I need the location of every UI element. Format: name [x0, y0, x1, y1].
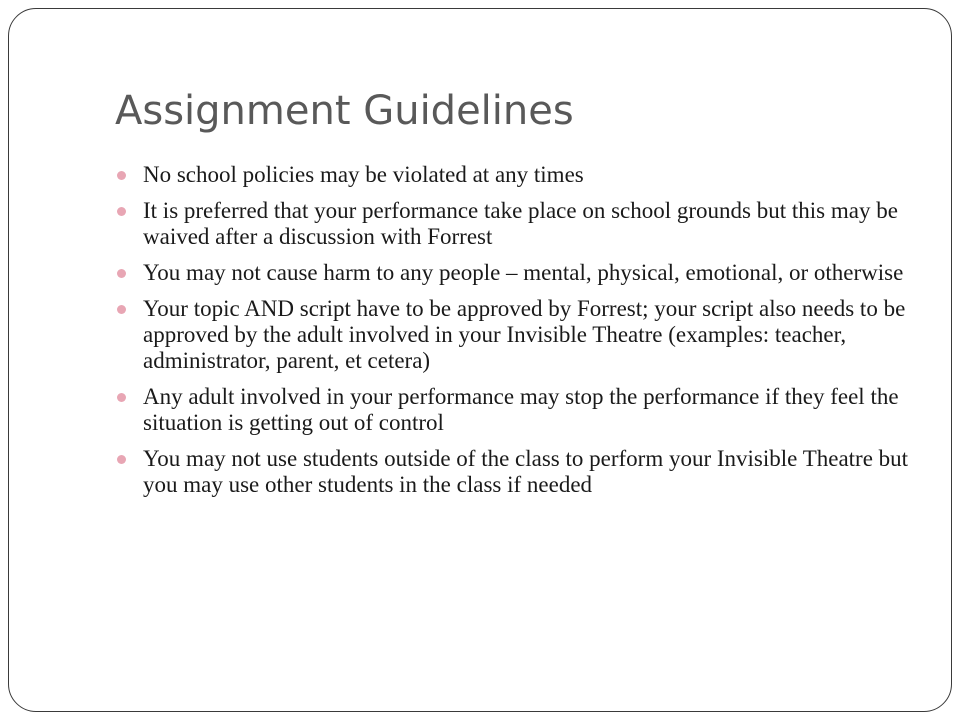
bullet-text: You may not cause harm to any people – mental, physical, emotional, or otherwise — [143, 260, 904, 285]
bullet-item — [117, 296, 917, 374]
bullet-dot-icon — [117, 207, 126, 216]
bullet-item — [117, 446, 917, 498]
bullet-text: Any adult involved in your performance may stop the performance if they feel the situation is getting out of control — [143, 384, 899, 435]
bullet-text: Your topic AND script have to be approved by Forrest; your script also needs to be approved by the adult involved in your Invisible Theatre (examples: teacher, administrator, parent, et cetera) — [143, 296, 906, 373]
bullet-item — [117, 198, 917, 250]
bullet-item — [117, 260, 917, 286]
bullet-item — [117, 162, 917, 188]
bullet-item — [117, 384, 917, 436]
slide-frame — [8, 8, 952, 712]
bullet-dot-icon — [117, 455, 126, 464]
bullet-dot-icon — [117, 393, 126, 402]
bullet-text: You may not use students outside of the class to perform your Invisible Theatre but you may use other students in the class if needed — [143, 446, 909, 497]
bullet-text: No school policies may be violated at any times — [143, 162, 584, 187]
slide-title: Assignment Guidelines — [115, 88, 574, 134]
bullet-dot-icon — [117, 305, 126, 314]
bullet-list — [117, 162, 917, 508]
bullet-dot-icon — [117, 171, 126, 180]
bullet-text: It is preferred that your performance take place on school grounds but this may be waived after a discussion with Forrest — [143, 198, 898, 249]
bullet-dot-icon — [117, 269, 126, 278]
